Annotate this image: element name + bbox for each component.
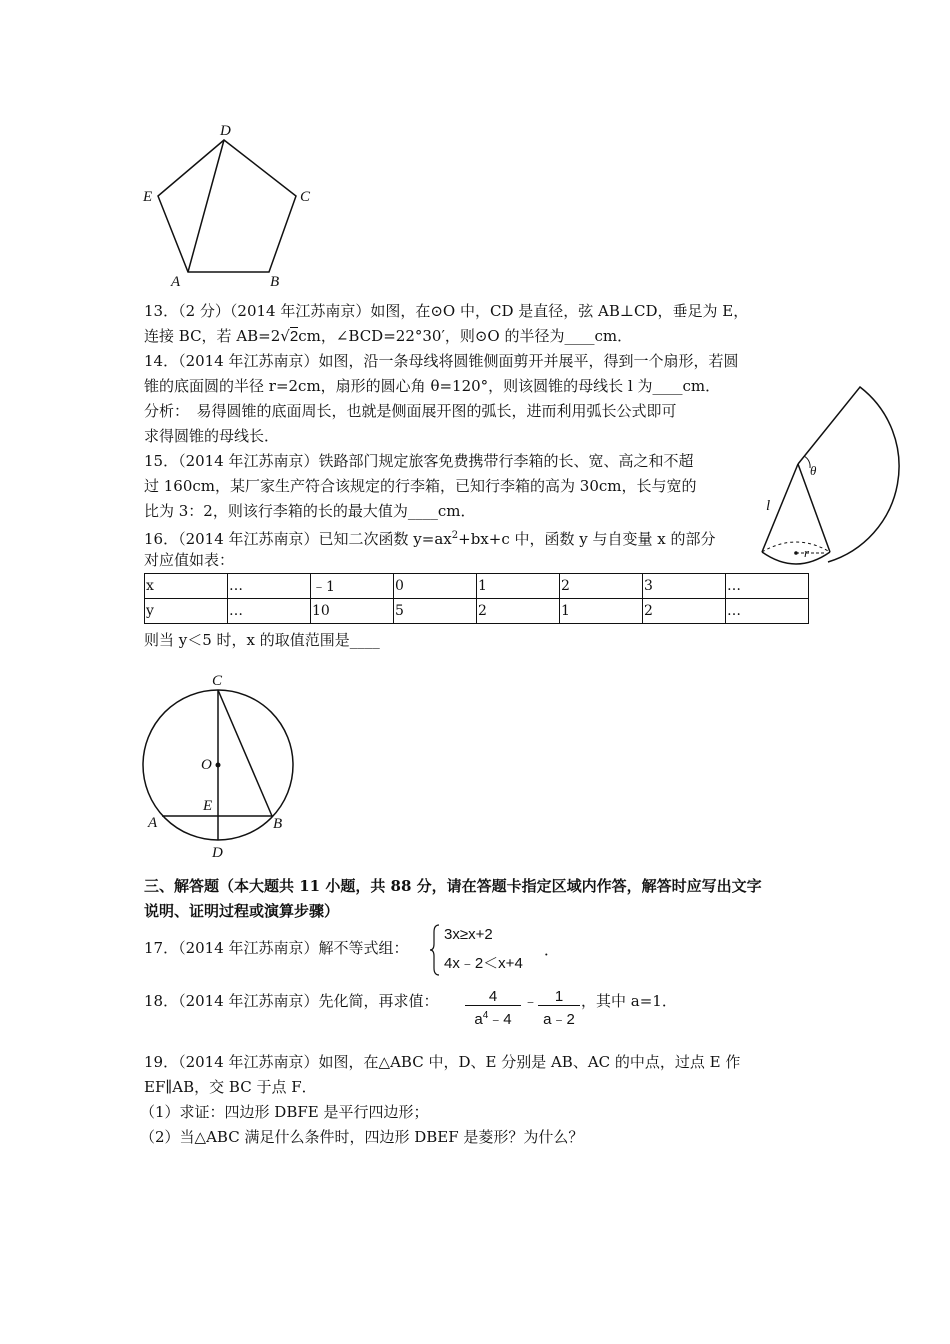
q17-inequality-2: 4x﹣2＜x+4	[444, 955, 523, 972]
sqrt-argument: 2	[289, 328, 299, 345]
q17-end: ．	[544, 941, 560, 959]
table-cell: 2	[477, 599, 560, 624]
pentagon-label-a: A	[171, 274, 181, 290]
q16-line1-a: 16．（2014 年江苏南京）已知二次函数 y=ax	[144, 530, 452, 548]
q13-line2	[144, 326, 632, 347]
cone-label-r: r	[804, 545, 810, 560]
q16-after: 则当 y＜5 时，x 的取值范围是____	[144, 631, 380, 649]
q16-line1-b: +bx+c 中，函数 y 与自变量 x 的部分	[458, 530, 716, 548]
circle-label-b: B	[273, 816, 283, 832]
table-row	[145, 599, 809, 624]
q14-line1: 14．（2014 年江苏南京）如图，沿一条母线将圆锥侧面剪开并展平，得到一个扇形，若圆	[144, 352, 739, 370]
q19-line1: 19．（2014 年江苏南京）如图，在△ABC 中，D、E 分别是 AB、AC 的中点，过点 E 作	[144, 1053, 741, 1071]
cone-label-l: l	[766, 498, 771, 514]
q14-line2: 锥的底面圆的半径 r=2cm，扇形的圆心角 θ=120°，则该圆锥的母线长 l 为____cm．	[144, 377, 721, 395]
q16-exponent: 2	[451, 530, 459, 541]
pentagon-label-d: D	[220, 123, 231, 139]
brace-icon	[430, 924, 440, 976]
q13-line1: 13．（2 分）（2014 年江苏南京）如图，在⊙O 中，CD 是直径，弦 AB⊥CD，垂足为 E，	[144, 302, 749, 320]
circle-label-d: D	[212, 845, 223, 861]
q19-line2: EF∥AB，交 BC 于点 F．	[144, 1078, 317, 1096]
pentagon-figure	[138, 118, 328, 293]
q14-analysis1: 分析： 易得圆锥的底面周长，也就是侧面展开图的弧长，进而利用弧长公式即可	[144, 402, 677, 420]
q18-fraction-1-denominator	[465, 1006, 521, 1029]
q19-part2: （2）当△ABC 满足什么条件时，四边形 DBEF 是菱形？为什么？	[140, 1128, 584, 1146]
table-cell: y	[145, 599, 228, 624]
table-cell: 1	[560, 599, 643, 624]
q13-line2-a: 连接 BC，若 AB=2	[144, 327, 281, 345]
table-cell: 2	[560, 574, 643, 599]
q19-part1: （1）求证：四边形 DBFE 是平行四边形；	[140, 1103, 429, 1121]
circle-label-a: A	[148, 815, 158, 831]
q14-analysis2: 求得圆锥的母线长．	[144, 427, 280, 445]
section3-title-line2: 说明、证明过程或演算步骤）	[144, 902, 340, 920]
pentagon-label-c: C	[300, 189, 311, 205]
table-cell: 3	[643, 574, 726, 599]
q16-line2: 对应值如表：	[144, 551, 235, 569]
table-cell: 2	[643, 599, 726, 624]
q15-line3: 比为 3：2，则该行李箱的长的最大值为____cm．	[144, 502, 476, 520]
q16-line1	[144, 526, 716, 549]
table-cell: x	[145, 574, 228, 599]
table-cell: …	[228, 574, 311, 599]
circle-label-c: C	[212, 673, 223, 689]
table-cell: 10	[311, 599, 394, 624]
table-cell: …	[726, 599, 809, 624]
sqrt-symbol: √	[280, 327, 290, 345]
pentagon-label-e: E	[143, 189, 153, 205]
q17-text: 17．（2014 年江苏南京）解不等式组：	[144, 939, 409, 957]
table-row	[145, 574, 809, 599]
q18-minus: ﹣	[523, 992, 539, 1010]
table-cell: 0	[394, 574, 477, 599]
q16-value-table	[144, 573, 809, 624]
q18-text: 18．（2014 年江苏南京）先化简，再求值：	[144, 992, 439, 1010]
q13-line2-b: cm，∠BCD=22°30′，则⊙O 的半径为____cm．	[298, 327, 633, 345]
q18-fraction-1	[465, 988, 521, 1029]
q18-den-rest: ﹣4	[488, 1011, 512, 1028]
q18-tail: ，其中 a=1．	[581, 992, 677, 1010]
circle-label-e: E	[203, 798, 213, 814]
cone-figure	[752, 382, 912, 577]
circle-label-o: O	[201, 757, 212, 773]
section3-title-line1: 三、解答题（本大题共 11 小题，共 88 分，请在答题卡指定区域内作答，解答时应写出文字	[144, 877, 762, 895]
q17-inequality-1: 3x≥x+2	[444, 926, 493, 943]
q18-fraction-2	[538, 988, 580, 1029]
q18-fraction-2-denominator: a﹣2	[543, 1011, 575, 1028]
q18-den-base: a	[474, 1011, 483, 1028]
q15-line2: 过 160cm，某厂家生产符合该规定的行李箱，已知行李箱的高为 30cm，长与宽的	[144, 477, 697, 495]
table-cell: 5	[394, 599, 477, 624]
q15-line1: 15．（2014 年江苏南京）铁路部门规定旅客免费携带行李箱的长、宽、高之和不超	[144, 452, 694, 470]
q18-fraction-1-numerator: 4	[465, 988, 521, 1006]
table-cell: …	[228, 599, 311, 624]
q18-den-exponent: 4	[482, 1010, 489, 1021]
q18-fraction-2-numerator: 1	[538, 988, 580, 1006]
table-cell: ﹣1	[311, 574, 394, 599]
circle-figure	[138, 668, 303, 863]
pentagon-label-b: B	[270, 274, 280, 290]
cone-label-theta: θ	[810, 463, 817, 478]
table-cell: …	[726, 574, 809, 599]
table-cell: 1	[477, 574, 560, 599]
